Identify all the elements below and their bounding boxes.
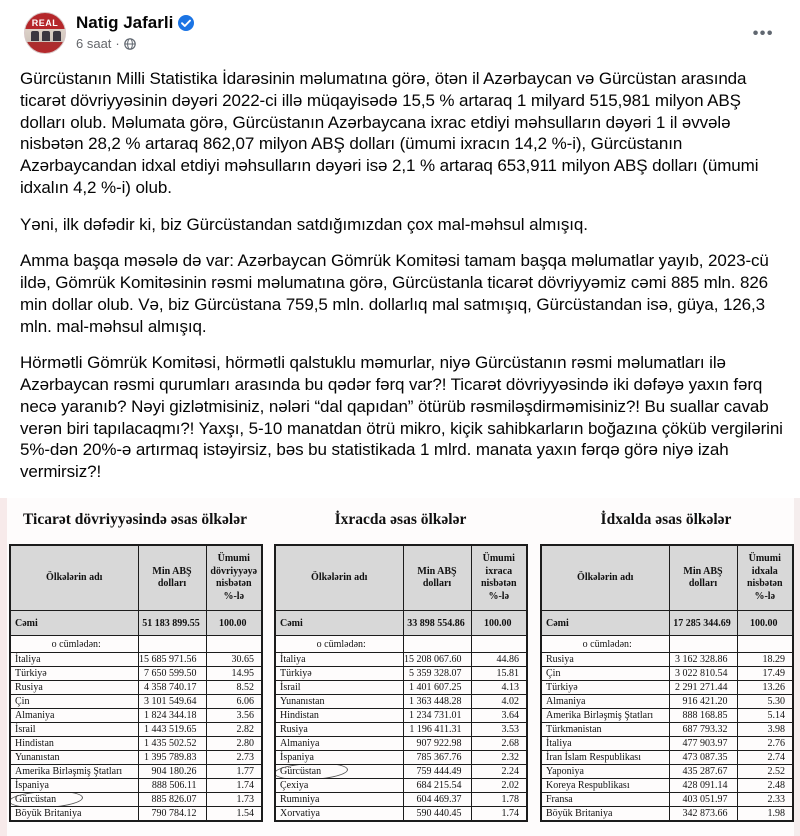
table-row [10, 667, 262, 681]
subheader-row [275, 636, 527, 653]
table-header-row [275, 545, 527, 611]
table-row [10, 695, 262, 709]
table-row [10, 807, 262, 821]
country-value: 1 824 344.18 [138, 709, 206, 723]
table-row [10, 751, 262, 765]
country-name: Çin [10, 695, 138, 709]
country-name: Rusiya [275, 723, 403, 737]
country-value: 759 444.49 [403, 765, 471, 779]
table-row [541, 709, 793, 723]
table-row [541, 681, 793, 695]
country-percent: 3.53 [471, 723, 527, 737]
table-row [10, 709, 262, 723]
country-value: 684 215.54 [403, 779, 471, 793]
country-percent: 3.98 [737, 723, 793, 737]
country-value: 885 826.07 [138, 793, 206, 807]
post-paragraph: Yəni, ilk dəfədir ki, biz Gürcüstandan satdığımızdan çox mal-məhsul almışıq. [20, 214, 588, 234]
country-name: Türkmənistan [541, 723, 669, 737]
column-header: Ümumi ixraca nisbətən %-lə [471, 545, 527, 611]
pen-circle-annotation [275, 765, 348, 779]
country-value: 590 440.45 [403, 807, 471, 821]
column-header: Ümumi idxala nisbətən %-lə [737, 545, 793, 611]
table-row [275, 807, 527, 821]
country-name: Rusiya [10, 681, 138, 695]
avatar-figure [53, 31, 61, 41]
country-name: Yunanıstan [10, 751, 138, 765]
country-value: 15 685 971.56 [138, 653, 206, 667]
country-name: İtaliya [275, 653, 403, 667]
table-row [275, 765, 527, 779]
country-value: 15 208 067.60 [403, 653, 471, 667]
total-label: Cəmi [275, 611, 403, 636]
country-percent: 14.95 [206, 667, 262, 681]
country-name: Rusiya [541, 653, 669, 667]
country-name: Türkiyə [541, 681, 669, 695]
country-value: 403 051.97 [669, 793, 737, 807]
country-value: 7 650 599.50 [138, 667, 206, 681]
country-name: Gürcüstan [10, 793, 138, 807]
country-name: İspaniya [275, 751, 403, 765]
country-name: Amerika Birləşmiş Ştatları [10, 765, 138, 779]
country-name: İran İslam Respublikası [541, 751, 669, 765]
trade-turnover-table [9, 511, 261, 822]
country-name: İtaliya [541, 737, 669, 751]
country-percent: 4.13 [471, 681, 527, 695]
table-row [275, 793, 527, 807]
total-row [10, 611, 262, 636]
country-percent: 2.76 [737, 737, 793, 751]
country-value: 888 506.11 [138, 779, 206, 793]
country-percent: 1.74 [206, 779, 262, 793]
table-row [275, 667, 527, 681]
avatar-figure [31, 31, 39, 41]
table-row [275, 709, 527, 723]
country-value: 1 401 607.25 [403, 681, 471, 695]
country-name: İsrail [275, 681, 403, 695]
table-row [275, 737, 527, 751]
country-value: 5 359 328.07 [403, 667, 471, 681]
country-percent: 2.68 [471, 737, 527, 751]
country-percent: 4.02 [471, 695, 527, 709]
total-label: Cəmi [10, 611, 138, 636]
country-name: Hindistan [10, 737, 138, 751]
table-row [275, 779, 527, 793]
country-name: Xorvatiya [275, 807, 403, 821]
table-header-row [10, 545, 262, 611]
table-row [541, 723, 793, 737]
country-value: 428 091.14 [669, 779, 737, 793]
import-table [540, 511, 792, 822]
total-value: 17 285 344.69 [669, 611, 737, 636]
country-percent: 44.86 [471, 653, 527, 667]
total-value: 33 898 554.86 [403, 611, 471, 636]
country-name: İspaniya [10, 779, 138, 793]
country-value: 1 443 519.65 [138, 723, 206, 737]
table-row [541, 751, 793, 765]
column-header: Min ABŞ dolları [138, 545, 206, 611]
empty-cell [138, 636, 206, 653]
country-percent: 2.48 [737, 779, 793, 793]
total-row [541, 611, 793, 636]
country-name: Türkiyə [275, 667, 403, 681]
table-row [541, 695, 793, 709]
total-percent: 100.00 [471, 611, 527, 636]
post-paragraph: Gürcüstanın Milli Statistika İdarəsinin məlumatına görə, ötən il Azərbaycan və Gürcüstan arasında ticarət dövriyyəsinin dəyəri 2022-ci illə müqayisədə 15,5 % artaraq 1 milyard 515,981 milyon ABŞ dolları olub. Məlumata görə, Gürcüstanın Azərbaycana ixrac etdiyi məhsulların dəyəri 1 il əvvələ nisbətən 28,2 % artaraq 862,07 milyon ABŞ dolları (ümumi ixracın 14,2 %-i), Gürcüstanın Azərbaycandan idxal etdiyi məhsulların dəyəri isə 2,1 % artaraq 653,911 milyon ABŞ dolları (ümumi idxalın 4,2 %-i) olub. [20, 69, 759, 197]
ellipsis-icon: ••• [752, 25, 774, 42]
empty-cell [471, 636, 527, 653]
country-percent: 3.56 [206, 709, 262, 723]
country-percent: 8.52 [206, 681, 262, 695]
subheader-label: o cümlədən: [541, 636, 669, 653]
country-percent: 1.54 [206, 807, 262, 821]
country-name: Almaniya [275, 737, 403, 751]
table-row [10, 793, 262, 807]
table-row [541, 793, 793, 807]
total-label: Cəmi [541, 611, 669, 636]
verified-badge-icon [178, 15, 194, 31]
statistics-image-attachment[interactable] [0, 498, 800, 836]
country-name: Gürcüstan [275, 765, 403, 779]
column-header: Min ABŞ dolları [403, 545, 471, 611]
country-percent: 2.02 [471, 779, 527, 793]
country-percent: 2.32 [471, 751, 527, 765]
country-name: İtaliya [10, 653, 138, 667]
country-value: 907 922.98 [403, 737, 471, 751]
country-value: 916 421.20 [669, 695, 737, 709]
subheader-label: o cümlədən: [275, 636, 403, 653]
country-name: Koreya Respublikası [541, 779, 669, 793]
country-name: İsrail [10, 723, 138, 737]
dot-separator: · [115, 36, 120, 51]
country-value: 3 101 549.64 [138, 695, 206, 709]
country-name: Almaniya [10, 709, 138, 723]
country-percent: 17.49 [737, 667, 793, 681]
country-percent: 30.65 [206, 653, 262, 667]
table-row [275, 695, 527, 709]
country-name: Çin [541, 667, 669, 681]
country-value: 785 367.76 [403, 751, 471, 765]
country-name: Yaponiya [541, 765, 669, 779]
total-row [275, 611, 527, 636]
header-meta [76, 12, 194, 51]
table-row [10, 779, 262, 793]
country-percent: 5.14 [737, 709, 793, 723]
timestamp[interactable]: 6 saat [76, 36, 112, 51]
country-percent: 1.73 [206, 793, 262, 807]
more-options-button[interactable] [749, 20, 778, 48]
country-name: Rumıniya [275, 793, 403, 807]
table-row [10, 653, 262, 667]
country-name: Çexiya [275, 779, 403, 793]
country-percent: 13.26 [737, 681, 793, 695]
post-header [0, 0, 800, 60]
table-row [541, 653, 793, 667]
country-percent: 2.82 [206, 723, 262, 737]
country-value: 1 363 448.28 [403, 695, 471, 709]
country-value: 1 395 789.83 [138, 751, 206, 765]
country-value: 342 873.66 [669, 807, 737, 821]
table-row [541, 667, 793, 681]
post-paragraph: Hörmətli Gömrük Komitəsi, hörmətli qalstuklu məmurlar, niyə Gürcüstanın rəsmi məlumatları ilə Azərbaycan rəsmi qurumları arasında bu qədər fərq var?! Ticarət dövriyyəsində iki dəfəyə yaxın fərq necə yaranıb? Nəyi gizlətmisiniz, nələri “dal qapıdan” ötürüb rəsmiləşdirməmisiniz?! Bu suallar cavab verən biri tapılacaqmı?! Yaxşı, 5-10 manatdan ötrü mikro, kiçik sahibkarların boğazına çöküb vergilərini 5%-dən 20%-ə artırmaq istəyirsiz, bəs bu statistikada 1 mlrd. manata yaxın fərqə görə niyə izah vermirsiz?! [20, 353, 783, 481]
post-paragraph: Amma başqa məsələ də var: Azərbaycan Gömrük Komitəsi tamam başqa məlumatlar yayıb, 2023-cü ildə, Gömrük Komitəsinin rəsmi məlumatına görə, Gürcüstanla ticarət dövriyyəmiz cəmi 885 mln. 826 min dollar olub. Və, biz Gürcüstana 759,5 mln. dollarlıq mal satmışıq, Gürcüstandan isə, güya, 126,3 mln. mal-məhsul almışıq. [20, 251, 769, 336]
country-name: Böyük Britaniya [10, 807, 138, 821]
avatar-figure [42, 31, 50, 41]
table-title: İdxalda əsas ölkələr [600, 510, 732, 528]
country-percent: 1.74 [471, 807, 527, 821]
table-row [275, 723, 527, 737]
country-name: Böyük Britaniya [541, 807, 669, 821]
empty-cell [403, 636, 471, 653]
avatar-brand-text: REAL [31, 18, 59, 28]
country-value: 604 469.37 [403, 793, 471, 807]
table-row [275, 681, 527, 695]
column-header: Ölkələrin adı [10, 545, 138, 611]
country-percent: 5.30 [737, 695, 793, 709]
country-value: 687 793.32 [669, 723, 737, 737]
statistics-tables [9, 511, 792, 822]
country-value: 1 435 502.52 [138, 737, 206, 751]
table-row [275, 751, 527, 765]
country-name: Almaniya [541, 695, 669, 709]
table-row [10, 723, 262, 737]
country-value: 477 903.97 [669, 737, 737, 751]
table-title: Ticarət dövriyyəsində əsas ölkələr [22, 510, 247, 528]
country-percent: 1.98 [737, 807, 793, 821]
column-header: Ümumi dövriyyəyə nisbətən %-lə [206, 545, 262, 611]
table-row [10, 681, 262, 695]
empty-cell [206, 636, 262, 653]
table-row [541, 737, 793, 751]
country-value: 2 291 271.44 [669, 681, 737, 695]
export-table [274, 511, 527, 822]
table-title: İxracda əsas ölkələr [334, 510, 467, 528]
column-header: Ölkələrin adı [541, 545, 669, 611]
country-percent: 1.77 [206, 765, 262, 779]
country-value: 3 022 810.54 [669, 667, 737, 681]
country-percent: 3.64 [471, 709, 527, 723]
country-percent: 15.81 [471, 667, 527, 681]
table-header-row [541, 545, 793, 611]
total-value: 51 183 899.55 [138, 611, 206, 636]
country-percent: 2.74 [737, 751, 793, 765]
country-name: Fransa [541, 793, 669, 807]
country-value: 888 168.85 [669, 709, 737, 723]
avatar[interactable] [24, 12, 66, 54]
country-value: 790 784.12 [138, 807, 206, 821]
total-percent: 100.00 [206, 611, 262, 636]
column-header: Ölkələrin adı [275, 545, 403, 611]
country-name: Yunanıstan [275, 695, 403, 709]
country-value: 3 162 328.86 [669, 653, 737, 667]
country-value: 4 358 740.17 [138, 681, 206, 695]
post-text [0, 60, 800, 483]
table-row [541, 779, 793, 793]
empty-cell [669, 636, 737, 653]
globe-icon [124, 38, 136, 50]
country-name: Türkiyə [10, 667, 138, 681]
country-percent: 2.33 [737, 793, 793, 807]
pen-circle-annotation [10, 793, 83, 807]
table-row [541, 807, 793, 821]
empty-cell [737, 636, 793, 653]
total-percent: 100.00 [737, 611, 793, 636]
country-percent: 2.24 [471, 765, 527, 779]
table-row [275, 653, 527, 667]
table-row [541, 765, 793, 779]
column-header: Min ABŞ dolları [669, 545, 737, 611]
country-percent: 6.06 [206, 695, 262, 709]
country-percent: 2.73 [206, 751, 262, 765]
country-percent: 2.80 [206, 737, 262, 751]
country-value: 1 234 731.01 [403, 709, 471, 723]
country-value: 473 087.35 [669, 751, 737, 765]
country-percent: 2.52 [737, 765, 793, 779]
country-percent: 1.78 [471, 793, 527, 807]
country-value: 904 180.26 [138, 765, 206, 779]
author-name[interactable]: Natig Jafarli [76, 13, 174, 32]
country-name: Hindistan [275, 709, 403, 723]
table-row [10, 765, 262, 779]
country-percent: 18.29 [737, 653, 793, 667]
subheader-label: o cümlədən: [10, 636, 138, 653]
country-value: 435 287.67 [669, 765, 737, 779]
country-name: Amerika Birləşmiş Ştatları [541, 709, 669, 723]
subheader-row [10, 636, 262, 653]
table-row [10, 737, 262, 751]
country-value: 1 196 411.31 [403, 723, 471, 737]
subheader-row [541, 636, 793, 653]
